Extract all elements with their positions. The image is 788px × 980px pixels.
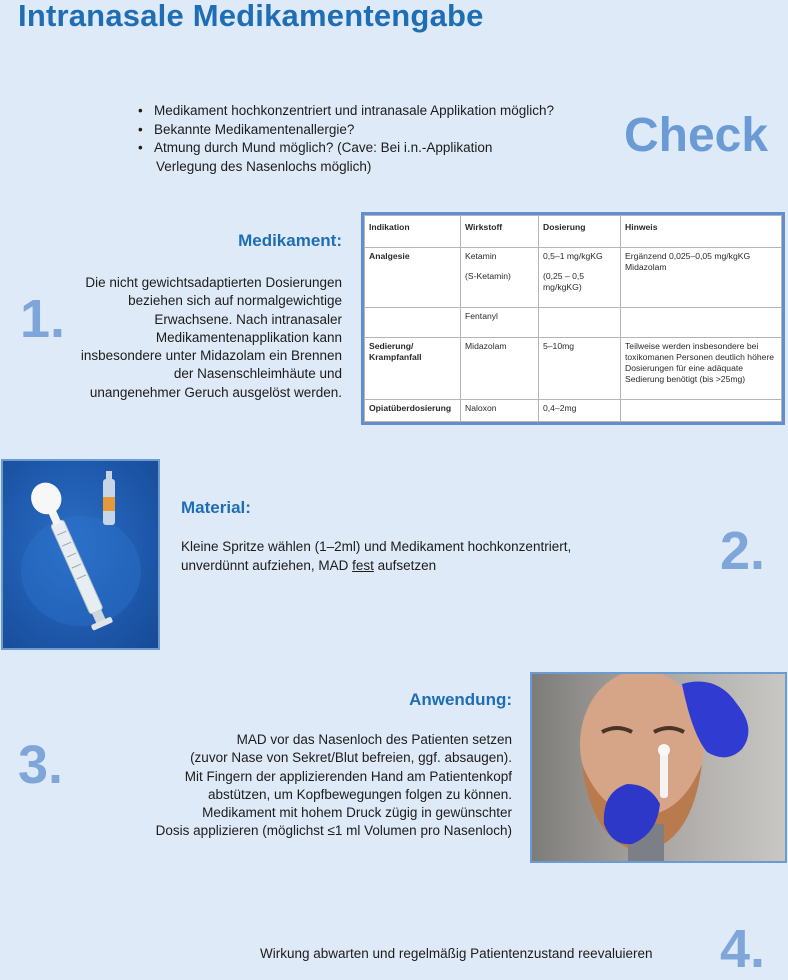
- check-item: [136, 102, 606, 121]
- page-title: Intranasale Medikamentengabe: [18, 0, 484, 33]
- cell-main: Ketamin: [465, 251, 497, 261]
- anwendung-line: abstützen, um Kopfbewegungen folgen zu können.: [208, 786, 512, 802]
- dosage-table: [361, 212, 785, 425]
- final-instruction: Wirkung abwarten und regelmäßig Patientenzustand reevaluieren: [260, 946, 653, 961]
- syringe-illustration: [3, 461, 158, 648]
- table-cell: [365, 308, 461, 338]
- medikament-text: Die nicht gewichtsadaptierten Dosierungen beziehen sich auf normalgewichtige Erwachsene. Nach intranasaler Medikamentenapplikation kann insbesondere unter Midazolam ein Brennen der Nasenschleimhäute und unangenehmer Geruch ausgelöst werden.: [80, 275, 342, 400]
- table-header: Indikation: [365, 216, 461, 248]
- table-cell: [461, 248, 539, 308]
- medikament-heading: Medikament:: [238, 231, 342, 250]
- cell-sub: (0,25 – 0,5 mg/kgKG): [543, 271, 585, 292]
- material-text-part: Kleine Spritze wählen (1–2ml) und Medikament hochkonzentriert, unverdünnt aufziehen, MAD: [181, 539, 572, 573]
- table-header: Dosierung: [539, 216, 621, 248]
- check-label: Check: [624, 109, 769, 162]
- anwendung-line: Medikament mit hohem Druck zügig in gewünschter: [202, 805, 512, 821]
- material-text: [181, 538, 611, 575]
- anwendung-line: MAD vor das Nasenloch des Patienten setzen: [236, 732, 512, 747]
- table-cell: Fentanyl: [461, 308, 539, 338]
- table-row: [365, 248, 782, 308]
- step-number-3: 3.: [18, 735, 64, 795]
- check-list: [136, 102, 606, 176]
- table-row: [365, 308, 782, 338]
- table-header-row: [365, 216, 782, 248]
- step-number-4: 4.: [720, 919, 766, 979]
- table-cell: Analgesie: [365, 248, 461, 308]
- table-cell: 5–10mg: [539, 338, 621, 400]
- material-text-underlined: fest: [352, 557, 374, 573]
- check-item-continuation: Verlegung des Nasenlochs möglich): [156, 158, 372, 174]
- check-item: [136, 139, 606, 176]
- material-text-part: aufsetzen: [373, 557, 437, 573]
- table-row: [365, 400, 782, 422]
- table-cell: Opiatüberdosierung: [365, 400, 461, 422]
- table-header: Hinweis: [621, 216, 782, 248]
- check-item-text: Atmung durch Mund möglich? (Cave: Bei i.n.-Applikation: [154, 140, 493, 155]
- syringe-photo: [1, 459, 160, 650]
- table-cell: [539, 308, 621, 338]
- application-illustration: [532, 674, 785, 861]
- cell-sub: (S-Ketamin): [465, 271, 511, 281]
- step-number-2: 2.: [720, 521, 766, 581]
- check-item-text: Bekannte Medikamentenallergie?: [154, 121, 355, 137]
- cell-main: 0,5–1 mg/kgKG: [543, 251, 603, 261]
- material-heading: Material:: [181, 498, 251, 517]
- table-cell: [621, 400, 782, 422]
- anwendung-line: (zuvor Nase von Sekret/Blut befreien, ggf. absaugen).: [190, 750, 512, 766]
- table-cell: Naloxon: [461, 400, 539, 422]
- check-item: [136, 121, 606, 140]
- anwendung-text: [100, 731, 512, 841]
- table-cell: 0,4–2mg: [539, 400, 621, 422]
- check-item-text: Medikament hochkonzentriert und intranasale Applikation möglich?: [154, 103, 554, 118]
- table-row: [365, 338, 782, 400]
- table-cell: Midazolam: [461, 338, 539, 400]
- anwendung-heading: Anwendung:: [409, 690, 512, 709]
- anwendung-line: Mit Fingern der applizierenden Hand am Patientenkopf: [184, 768, 512, 784]
- application-photo: [530, 672, 787, 863]
- step-number-1: 1.: [20, 289, 66, 349]
- table-cell: [539, 248, 621, 308]
- table-cell: [621, 308, 782, 338]
- table-cell: Ergänzend 0,025–0,05 mg/kgKG Midazolam: [621, 248, 782, 308]
- anwendung-line: Dosis applizieren (möglichst ≤1 ml Volumen pro Nasenloch): [155, 823, 512, 839]
- table-header: Wirkstoff: [461, 216, 539, 248]
- table-cell: Teilweise werden insbesondere bei toxikomanen Personen deutlich höhere Dosierungen für eine adäquate Sedierung benötigt (bis >25mg): [621, 338, 782, 400]
- table-cell: Sedierung/ Krampfanfall: [365, 338, 461, 400]
